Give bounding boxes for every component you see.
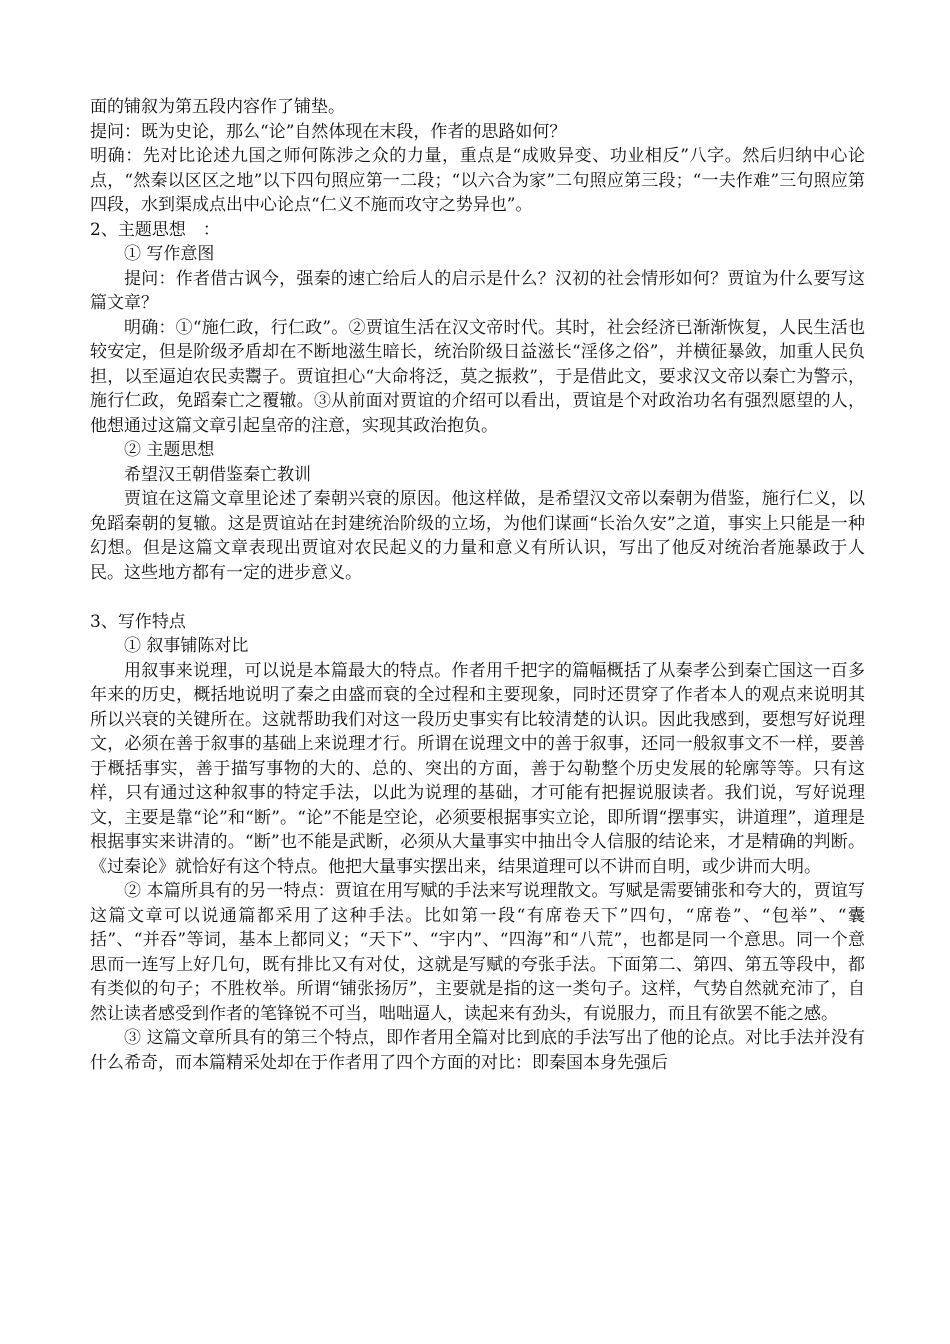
paragraph-question-intent: 提问：作者借古讽今，强秦的速亡给后人的启示是什么？汉初的社会情形如何？贾谊为什么要写这篇文章？ (90, 268, 865, 313)
paragraph-feature-three: ③ 这篇文章所具有的第三个特点，即作者用全篇对比到底的手法写出了他的论点。对比手法并没有什么希奇，而本篇精采处却在于作者用了四个方面的对比：即秦国本身先强后 (90, 1028, 865, 1073)
theme-statement: 希望汉王朝借鉴秦亡教训 (124, 464, 311, 485)
paragraph-answer: 明确：先对比论述九国之师何陈涉之众的力量，重点是“成败异变、功业相反”八字。然后归纳中心论点，“然秦以区区之地”以下四句照应第一二段；“以六合为家”二句照应第三段；“一夫作难”三句照应第四段，水到渠成点出中心论点“仁义不施而攻守之势异也”。 (90, 146, 865, 215)
document-page (90, 95, 865, 1075)
section-heading-theme: 2、主题思想 ： (90, 219, 220, 240)
section-heading-features: 3、写作特点 (90, 611, 186, 632)
paragraph-question: 提问：既为史论，那么“论”自然体现在末段，作者的思路如何？ (90, 121, 567, 142)
subheading-theme: ② 主题思想 (124, 440, 215, 460)
blank-line (90, 585, 865, 610)
paragraph-feature-two: ② 本篇所具有的另一特点：贾谊在用写赋的手法来写说理散文。写赋是需要铺张和夸大的，贾谊写这篇文章可以说通篇都采用了这种手法。比如第一段“有席卷天下”四句，“席卷”、“包举”、“囊括”、“并吞”等词，基本上都同义；“天下”、“宇内”、“四海”和“八荒”，也都是同一个意思。同一个意思而一连写上好几句，既有排比又有对仗，这就是写赋的夸张手法。下面第二、第四、第五等段中，都有类似的句子；不胜枚举。所谓“铺张扬厉”，主要就是指的这一类句子。这样，气势自然就充沛了，自然让读者感受到作者的笔锋锐不可当，咄咄逼人，读起来有劲头，有说服力，而且有欲罢不能之感。 (90, 881, 865, 1024)
paragraph-theme-body: 贾谊在这篇文章里论述了秦朝兴衰的原因。他这样做，是希望汉文帝以秦朝为借鉴，施行仁义，以免蹈秦朝的复辙。这是贾谊站在封建统治阶级的立场，为他们谋画“长治久安”之道，事实上只能是一种幻想。但是这篇文章表现出贾谊对农民起义的力量和意义有所认识，写出了他反对统治者施暴政于人民。这些地方都有一定的进步意义。 (90, 489, 865, 583)
subheading-narration: ① 叙事铺陈对比 (124, 636, 249, 656)
subheading-writing-intent: ① 写作意图 (124, 244, 215, 264)
paragraph-answer-intent: 明确：①“施仁政，行仁政”。②贾谊生活在汉文帝时代。其时，社会经济已渐渐恢复，人民生活也较安定，但是阶级矛盾却在不断地滋生暗长，统治阶级日益滋长“淫侈之俗”，并横征暴敛，加重人民负担，以至逼迫农民卖鬻子。贾谊担心“大命将泛，莫之振救”，于是借此文，要求汉文帝以秦亡为警示，施行仁政，免蹈秦亡之覆辙。③从前面对贾谊的介绍可以看出，贾谊是个对政治功名有强烈愿望的人，他想通过这篇文章引起皇帝的注意，实现其政治抱负。 (90, 317, 865, 436)
paragraph-continuation: 面的铺叙为第五段内容作了铺垫。 (90, 97, 345, 117)
paragraph-feature-one: 用叙事来说理，可以说是本篇最大的特点。作者用千把字的篇幅概括了从秦孝公到秦亡国这一百多年来的历史，概括地说明了秦之由盛而衰的全过程和主要现象，同时还贯穿了作者本人的观点来说明其所以兴衰的关键所在。这就帮助我们对这一段历史事实有比较清楚的认识。因此我感到，要想写好说理文，必须在善于叙事的基础上来说理才行。所谓在说理文中的善于叙事，还同一般叙事文不一样，要善于概括事实，善于描写事物的大的、总的、突出的方面，善于勾勒整个历史发展的轮廓等等。只有这样，只有通过这种叙事的特定手法，以此为说理的基础，才可能有把握说服读者。我们说，写好说理文，主要是靠“论”和“断”。“论”不能是空论，必须要根据事实立论，即所谓“摆事实，讲道理”，道理是根据事实来讲清的。“断”也不能是武断，必须从大量事实中抽出令人信服的结论来，才是精确的判断。《过秦论》就恰好有这个特点。他把大量事实摆出来，结果道理可以不讲而自明，或少讲而大明。 (90, 660, 865, 877)
